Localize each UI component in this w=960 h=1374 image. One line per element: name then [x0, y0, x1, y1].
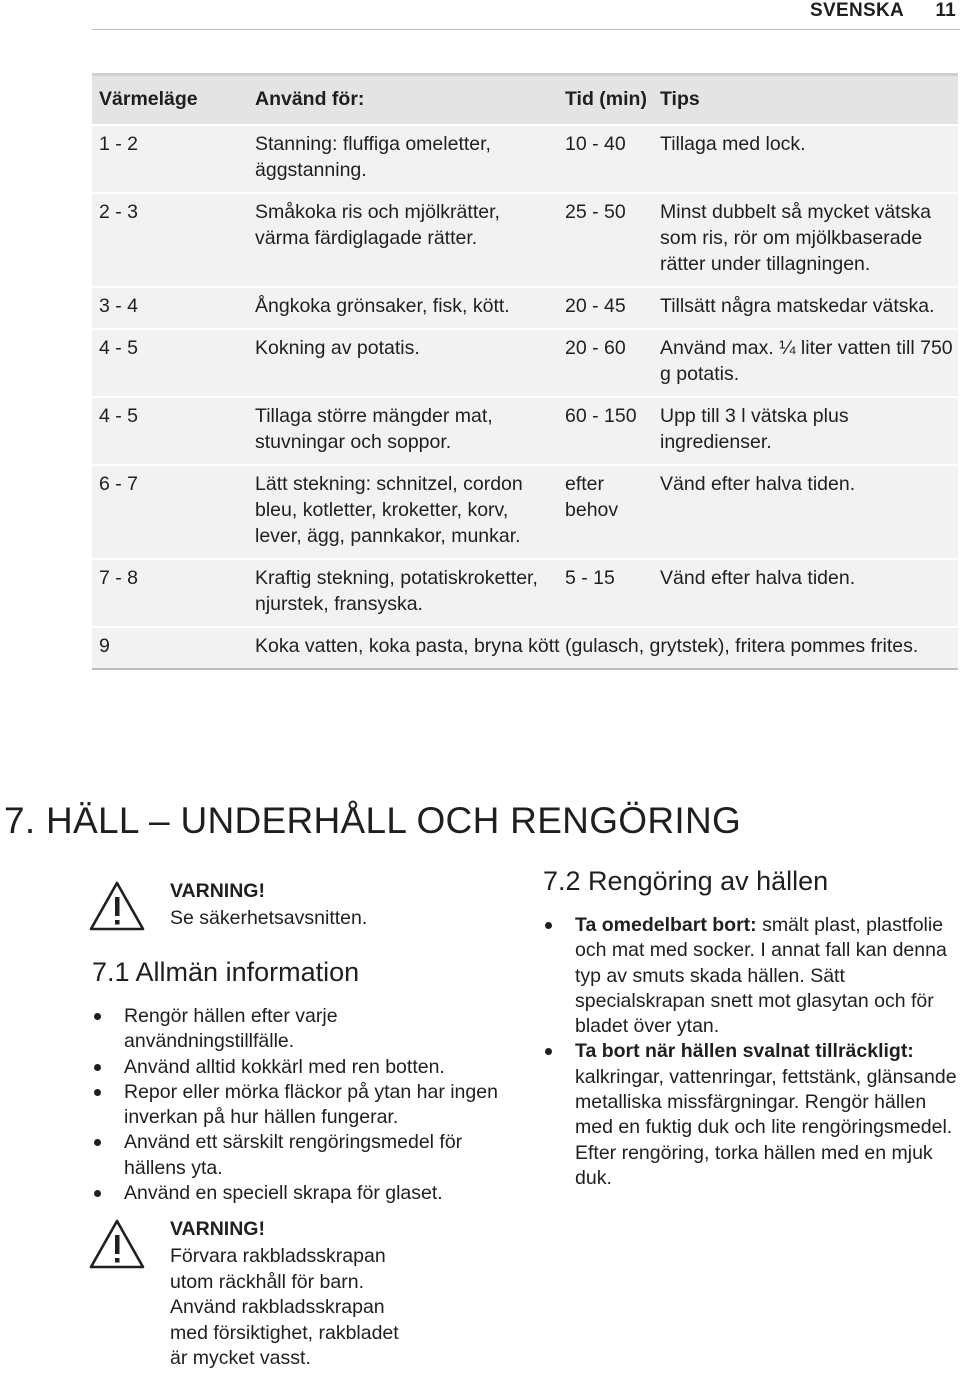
header-use-for: Använd för: [248, 75, 558, 126]
section-label: SVENSKA [810, 0, 904, 21]
item-lead: Ta omedelbart bort: [575, 914, 757, 936]
section-title: 7.1 Allmän information [92, 957, 360, 987]
table-row [92, 397, 958, 465]
header-divider [92, 29, 960, 30]
cell-level: 7 - 8 [92, 559, 248, 627]
warning-text: Förvara rakbladsskrapan utom räckhåll för barn. Använd rakbladsskrapan med försiktighet, rakbladet är mycket vasst. [170, 1245, 399, 1369]
header-tips: Tips [653, 75, 958, 126]
chapter-title: 7. HÄLL – UNDERHÅLL OCH RENGÖRING [4, 800, 742, 841]
list-item: Rengör hällen efter varje användningstillfälle. [92, 1004, 512, 1055]
cell-tips: Tillaga med lock. [653, 125, 958, 193]
list-item: Använd ett särskilt rengöringsmedel för hällens yta. [92, 1130, 512, 1181]
cell-use: Kokning av potatis. [248, 329, 558, 397]
header-heat-setting: Värmeläge [92, 75, 248, 126]
cell-tips: Vänd efter halva tiden. [653, 559, 958, 627]
section-title: 7.2 Rengöring av hällen [543, 866, 829, 896]
warning-box [88, 880, 468, 940]
warning-triangle-icon [88, 880, 146, 932]
warning-triangle-icon [88, 1218, 146, 1270]
cleaning-list [543, 913, 960, 1191]
cell-level: 9 [92, 627, 248, 669]
cell-level: 2 - 3 [92, 193, 248, 287]
table-row [92, 559, 958, 627]
cell-tips: Upp till 3 l vätska plus ingredienser. [653, 397, 958, 465]
table-header-row [92, 75, 958, 126]
item-text: kalkringar, vattenringar, fettstänk, glänsande metalliska missfärgningar. Rengör hällen med en fuktig duk och lite rengöringsmedel. Efter rengöring, torka hällen med en mjuk duk. [575, 1065, 957, 1189]
cell-use: Kraftig stekning, potatiskroketter, njurstek, fransyska. [248, 559, 558, 627]
item-lead: Ta bort när hällen svalnat tillräckligt: [575, 1040, 914, 1063]
cell-tips: Tillsätt några matskedar vätska. [653, 287, 958, 329]
cell-use: Lätt stekning: schnitzel, cordon bleu, kotletter, kroketter, korv, lever, ägg, pannkakor, munkar. [248, 465, 558, 559]
warning-text: Se säkerhetsavsnitten. [170, 907, 368, 929]
table-row [92, 287, 958, 329]
table-row [92, 193, 958, 287]
cell-time: efter behov [558, 465, 653, 559]
general-info-list [92, 1004, 512, 1206]
list-item [543, 913, 960, 1039]
cell-level: 4 - 5 [92, 329, 248, 397]
list-item: Repor eller mörka fläckor på ytan har ingen inverkan på hur hällen fungerar. [92, 1080, 512, 1131]
list-item: Använd alltid kokkärl med ren botten. [92, 1055, 512, 1080]
table-row [92, 125, 958, 193]
cell-time: 20 - 45 [558, 287, 653, 329]
item-text: smält plast, plastfolie och mat med socker. I annat fall kan denna typ av smuts skada hällen. Sätt specialskrapan snett mot glasytan och för bladet över ytan. [575, 914, 947, 1038]
cell-use: Tillaga större mängder mat, stuvningar och soppor. [248, 397, 558, 465]
list-item: Använd en speciell skrapa för glaset. [92, 1181, 512, 1206]
cell-time: 60 - 150 [558, 397, 653, 465]
cell-level: 4 - 5 [92, 397, 248, 465]
cell-level: 6 - 7 [92, 465, 248, 559]
cell-level: 1 - 2 [92, 125, 248, 193]
cell-time: 20 - 60 [558, 329, 653, 397]
cell-use: Ångkoka grönsaker, fisk, kött. [248, 287, 558, 329]
cell-tips: Vänd efter halva tiden. [653, 465, 958, 559]
cell-use: Koka vatten, koka pasta, bryna kött (gulasch, grytstek), fritera pommes frites. [248, 627, 958, 669]
page-number: 11 [935, 0, 956, 21]
header-time: Tid (min) [558, 75, 653, 126]
cell-use: Småkoka ris och mjölkrätter, värma färdiglagade rätter. [248, 193, 558, 287]
cell-tips: Använd max. ¼ liter vatten till 750 g potatis. [653, 329, 958, 397]
list-item [543, 1039, 960, 1191]
cell-time: 25 - 50 [558, 193, 653, 287]
cell-time: 5 - 15 [558, 559, 653, 627]
cell-tips: Minst dubbelt så mycket vätska som ris, rör om mjölkbaserade rätter under tillagningen. [653, 193, 958, 287]
warning-box [88, 1218, 468, 1368]
cell-time: 10 - 40 [558, 125, 653, 193]
table-row [92, 465, 958, 559]
table-row [92, 627, 958, 669]
page-header [0, 0, 960, 22]
table-row [92, 329, 958, 397]
cell-use: Stanning: fluffiga omeletter, äggstanning. [248, 125, 558, 193]
heat-setting-table [92, 73, 958, 670]
warning-title: VARNING! [170, 880, 265, 902]
cell-level: 3 - 4 [92, 287, 248, 329]
warning-title: VARNING! [170, 1218, 265, 1240]
